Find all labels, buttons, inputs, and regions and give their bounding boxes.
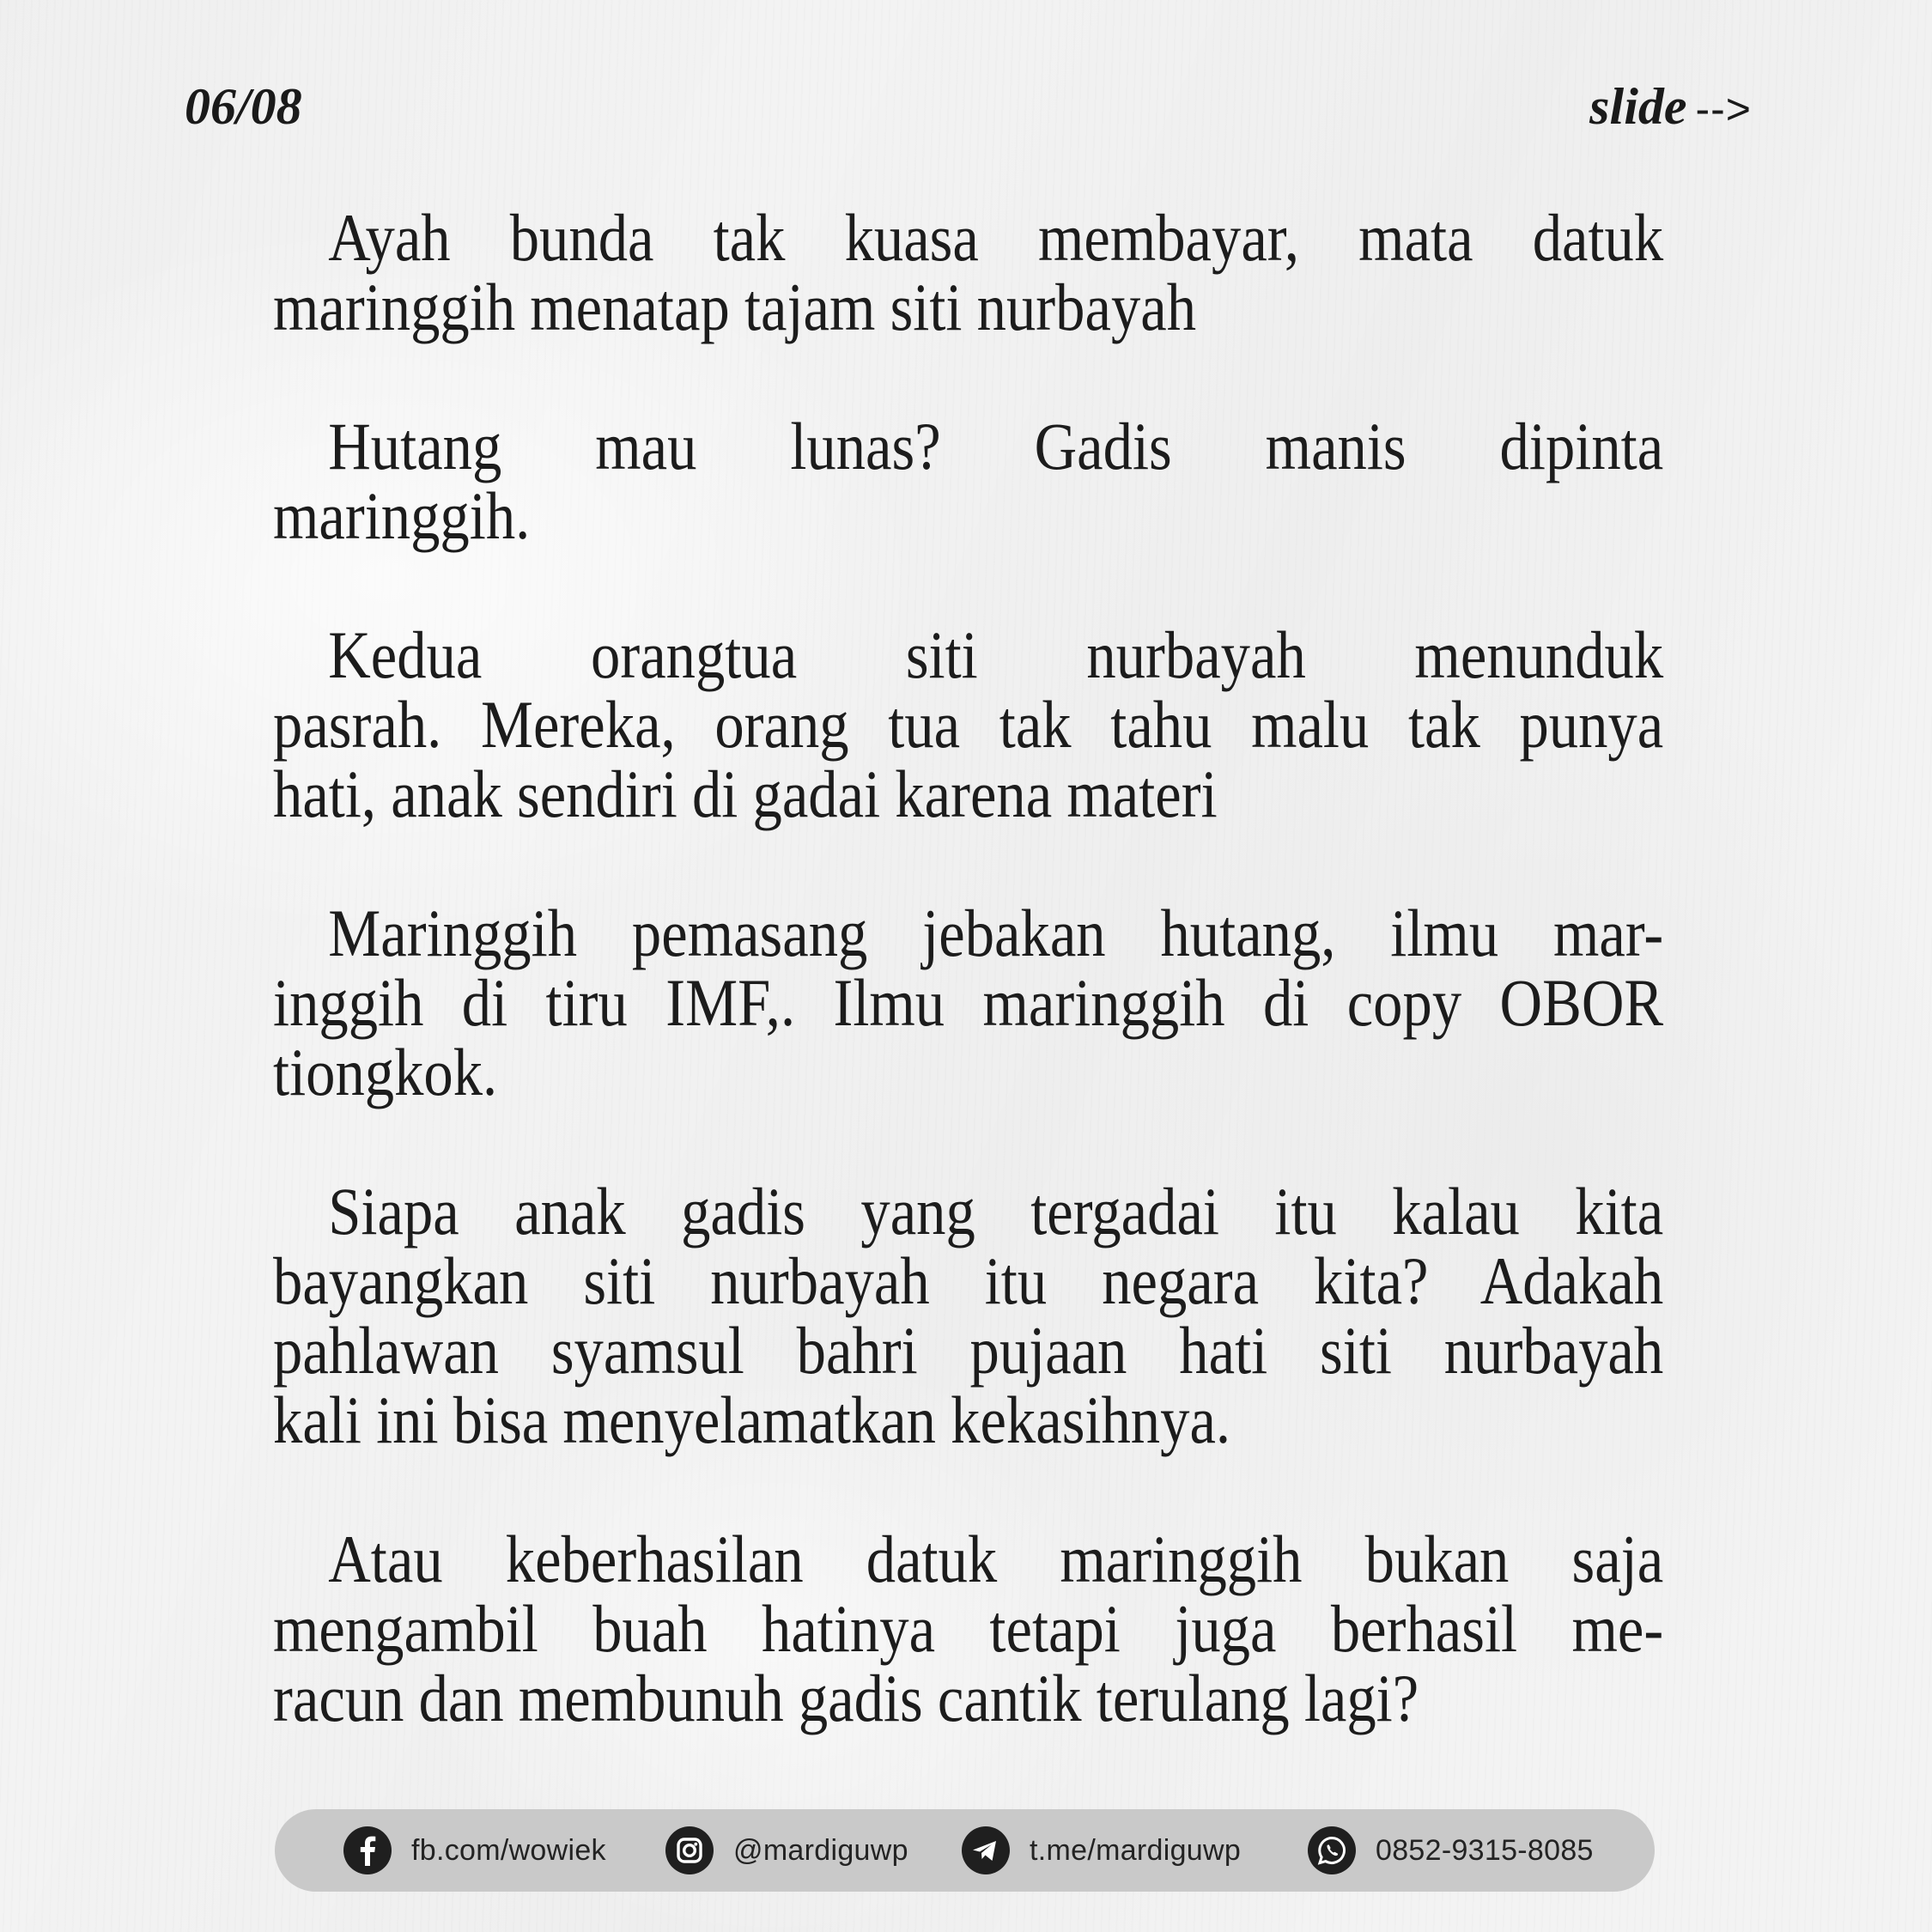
next-slide-label: slide (1589, 78, 1687, 135)
text-line: mengambil buah hatinya tetapi juga berhasil me- (273, 1591, 1664, 1666)
whatsapp-link[interactable] (1308, 1826, 1594, 1874)
instagram-handle: @mardiguwp (733, 1833, 908, 1867)
text-line: Kedua orangtua siti nurbayah menunduk (328, 617, 1664, 692)
next-slide-link[interactable] (1589, 72, 1752, 143)
paragraph-2 (273, 409, 1664, 553)
text-line: racun dan membunuh gadis cantik terulang lagi? (273, 1661, 1419, 1735)
text-line: Hutang mau lunas? Gadis manis dipinta (328, 409, 1664, 483)
text-line: Maringgih pemasang jebakan hutang, ilmu mar- (328, 896, 1664, 970)
arrow-right-icon: --> (1695, 85, 1752, 133)
text-line: pasrah. Mereka, orang tua tak tahu malu tak punya (273, 687, 1664, 762)
whatsapp-icon (1308, 1826, 1356, 1874)
instagram-link[interactable] (665, 1826, 908, 1874)
paragraph-5 (273, 1176, 1663, 1455)
facebook-handle: fb.com/wowiek (411, 1833, 606, 1867)
text-line: hati, anak sendiri di gadai karena materi (273, 756, 1218, 831)
text-line: maringgih menatap tajam siti nurbayah (273, 270, 1197, 344)
article-body (273, 200, 1664, 1802)
text-line: bayangkan siti nurbayah itu negara kita? Adakah (273, 1243, 1664, 1318)
page-counter: 06/08 (185, 78, 302, 135)
contact-bar (275, 1809, 1655, 1892)
text-line: Siapa anak gadis yang tergadai itu kalau kita (328, 1174, 1664, 1249)
whatsapp-number: 0852-9315-8085 (1376, 1833, 1594, 1867)
paragraph-3 (273, 617, 1664, 831)
telegram-link[interactable] (962, 1826, 1241, 1874)
text-line: Atau keberhasilan datuk maringgih bukan saja (328, 1522, 1664, 1596)
text-line: pahlawan syamsul bahri pujaan hati siti nurbayah (273, 1313, 1664, 1388)
text-line: inggih di tiru IMF,. Ilmu maringgih di copy OBOR (273, 965, 1664, 1040)
facebook-icon (343, 1826, 392, 1874)
paragraph-1 (273, 200, 1664, 344)
telegram-icon (962, 1826, 1010, 1874)
facebook-link[interactable] (343, 1826, 606, 1874)
text-line: Ayah bunda tak kuasa membayar, mata datuk (328, 200, 1664, 275)
paragraph-6 (273, 1524, 1663, 1733)
text-line: kali ini bisa menyelamatkan kekasihnya. (273, 1382, 1231, 1457)
text-line: maringgih. (273, 478, 531, 553)
paragraph-4 (273, 898, 1663, 1107)
instagram-icon (665, 1826, 714, 1874)
text-line: tiongkok. (273, 1035, 498, 1109)
telegram-handle: t.me/mardiguwp (1030, 1833, 1242, 1867)
